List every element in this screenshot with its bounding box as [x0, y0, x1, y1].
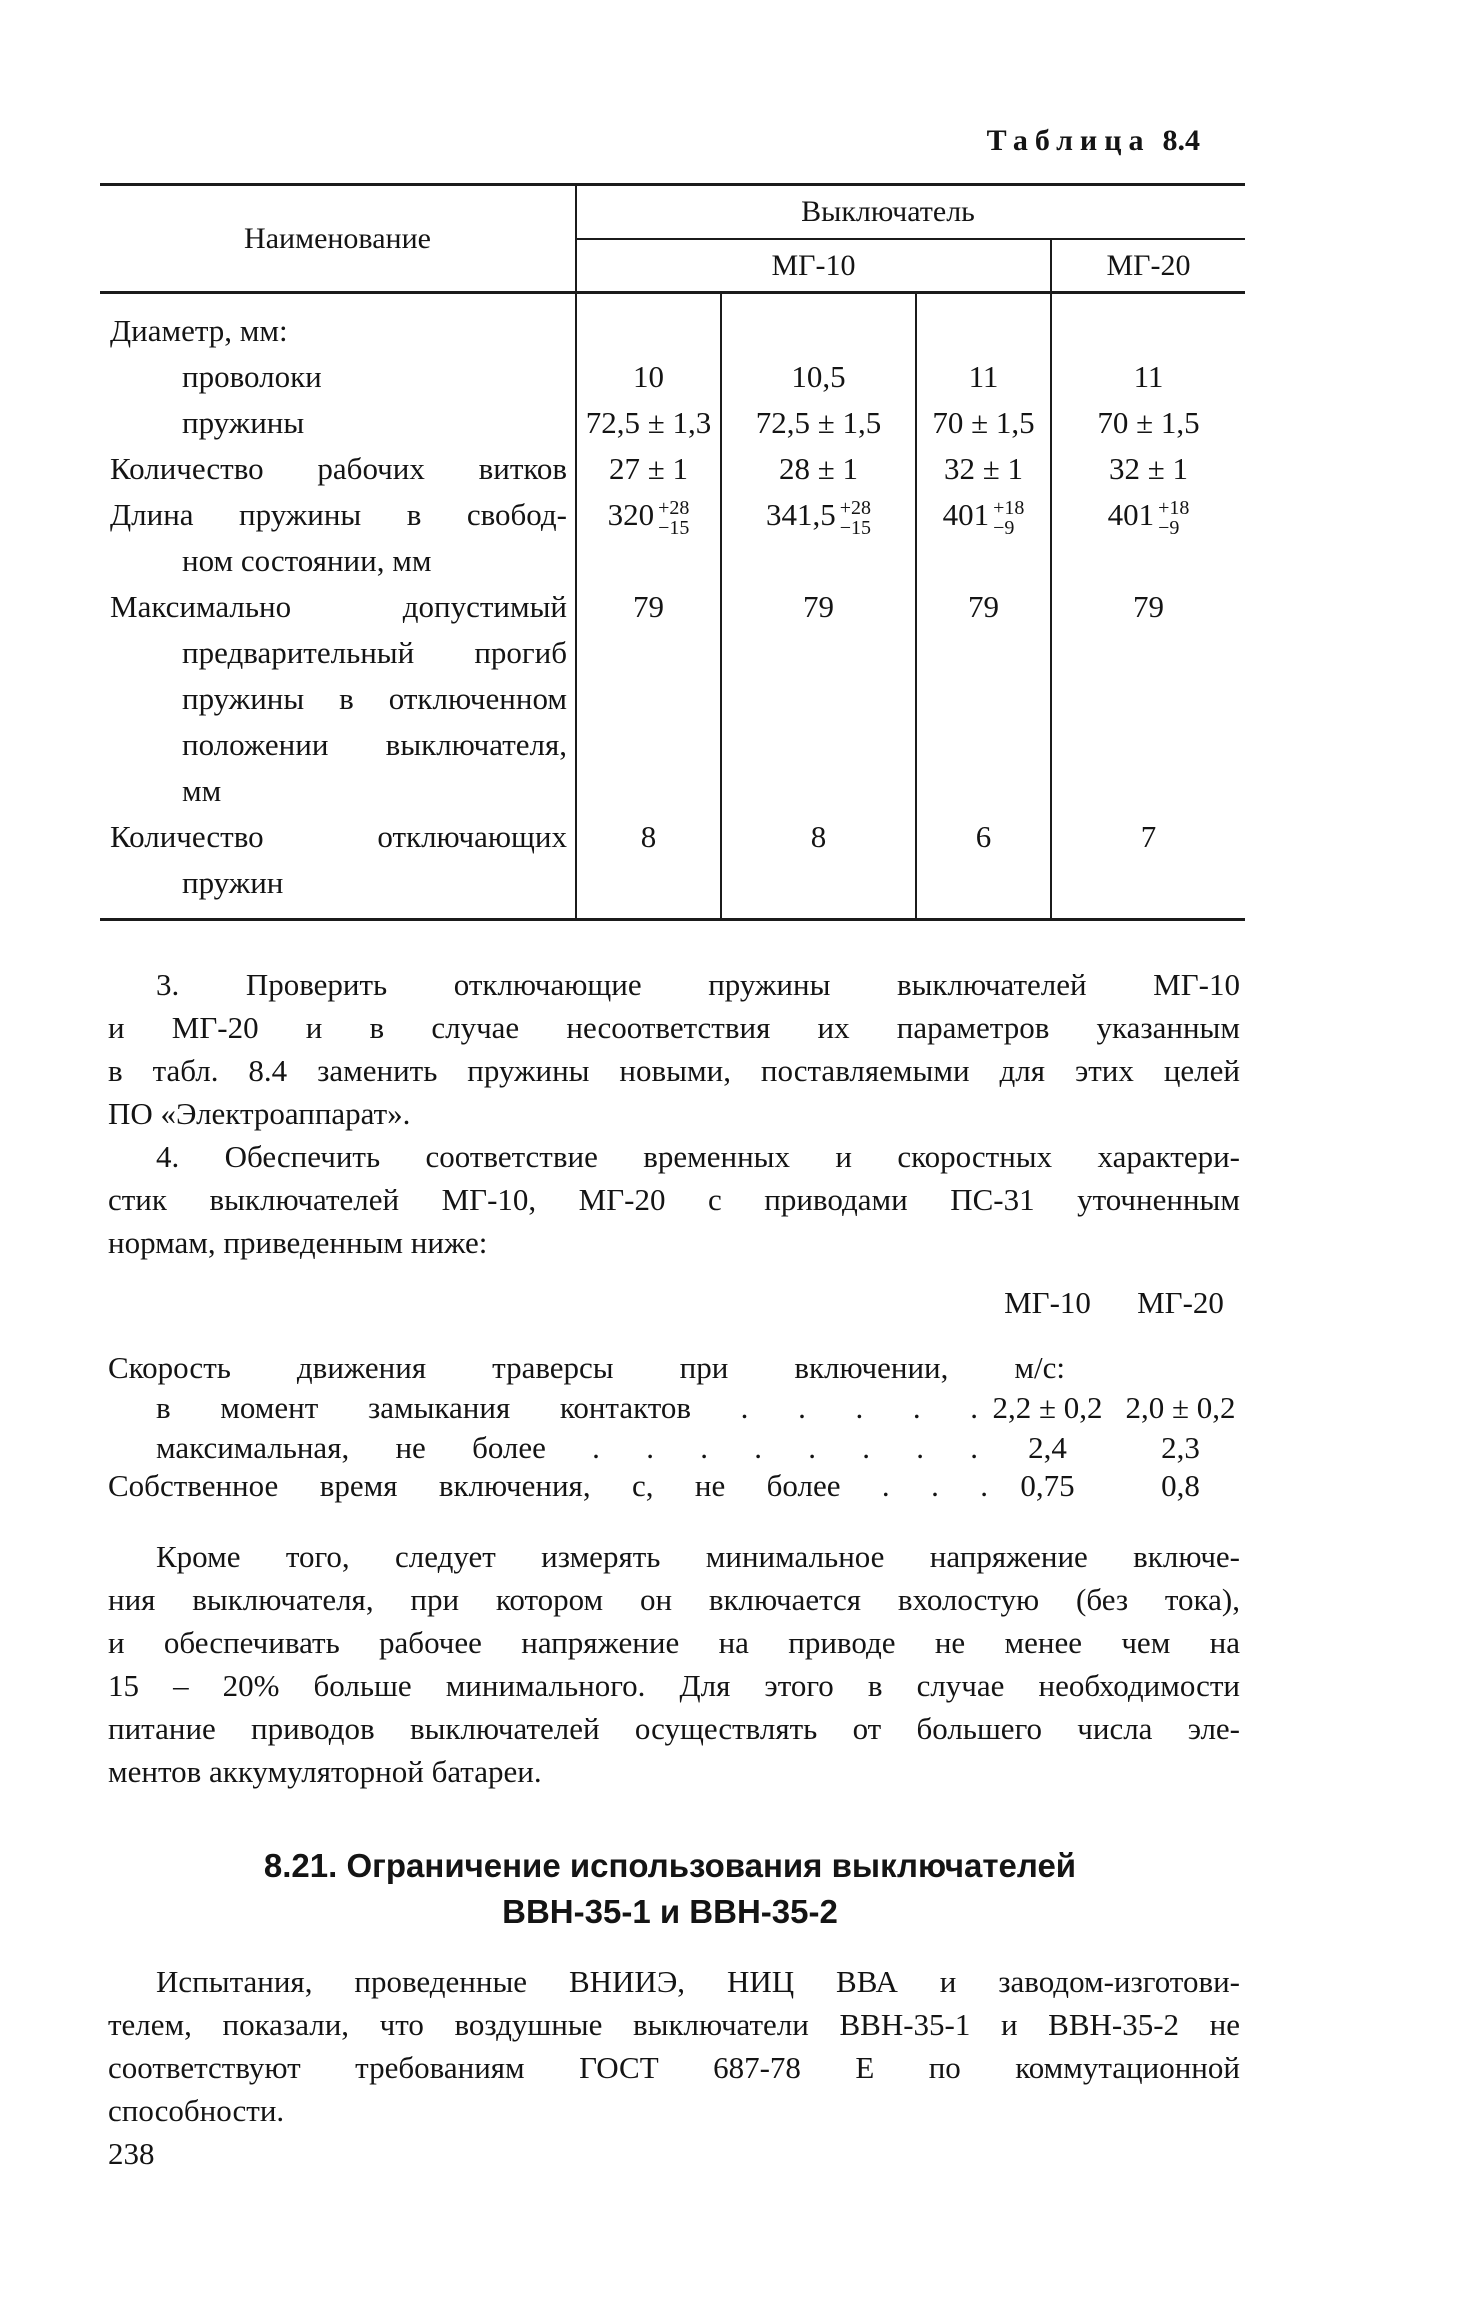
tolerance-base: 320	[607, 497, 655, 532]
table-cell: 8	[720, 814, 915, 918]
table-cell: 72,5 ± 1,3	[575, 400, 720, 446]
section-heading-line2: ВВН-35-1 и ВВН-35-2	[502, 1893, 838, 1930]
tolerance-base: 401	[942, 497, 990, 532]
table-cell	[915, 294, 1050, 354]
table-cell	[1050, 492, 1245, 584]
column-header-mg20: МГ-20	[1050, 240, 1245, 291]
table-cell: 8	[575, 814, 720, 918]
tolerance-upper: +28	[658, 496, 690, 519]
text-line: в табл. 8.4 заменить пружины новыми, поставляемыми для этих целей	[108, 1053, 1240, 1088]
label-line: положении выключателя,	[182, 727, 567, 762]
column-header-mg10: МГ-10	[575, 240, 1050, 291]
table-cell: 32 ± 1	[915, 446, 1050, 492]
table-body	[100, 294, 1245, 918]
label-line: Длина пружины в свобод-	[110, 497, 567, 532]
tolerance-upper: +28	[839, 496, 872, 519]
text-line: ния выключателя, при котором он включается вхолостую (без тока),	[108, 1582, 1240, 1617]
speed-row-label: Собственное время включения, с, не более . . .	[108, 1468, 988, 1503]
speed-column-header-mg20: МГ-20	[1137, 1285, 1224, 1320]
table-cell: 79	[1050, 584, 1245, 814]
row-label	[100, 294, 575, 354]
table-cell: 10	[575, 354, 720, 400]
tolerance-upper: +18	[993, 496, 1025, 519]
tolerance-upper: +18	[1158, 496, 1190, 519]
table-cell: 27 ± 1	[575, 446, 720, 492]
text-line: нормам, приведенным ниже:	[108, 1225, 488, 1260]
label-line: Диаметр, мм:	[110, 313, 288, 348]
speed-value-mg20: 2,3	[1161, 1430, 1200, 1465]
table-cell	[720, 294, 915, 354]
table-cell: 28 ± 1	[720, 446, 915, 492]
column-header-name: Наименование	[244, 221, 431, 255]
speed-value-mg10: 0,75	[1020, 1468, 1075, 1503]
table-cell: 32 ± 1	[1050, 446, 1245, 492]
label-line: Количество рабочих витков	[110, 451, 567, 486]
text-line: 4. Обеспечить соответствие временных и скоростных характери-	[156, 1139, 1240, 1174]
speed-value-mg10: 2,2 ± 0,2	[992, 1390, 1103, 1425]
label-line: пружин	[182, 865, 284, 900]
table-cell: 11	[915, 354, 1050, 400]
table-cell: 11	[1050, 354, 1245, 400]
paragraph-4	[108, 1135, 1240, 1264]
table-cell: 10,5	[720, 354, 915, 400]
text-line: ментов аккумуляторной батареи.	[108, 1754, 542, 1789]
data-table	[100, 183, 1245, 921]
table-cell: 6	[915, 814, 1050, 918]
table-cell: 72,5 ± 1,5	[720, 400, 915, 446]
speed-row-label: в момент замыкания контактов . . . . .	[156, 1390, 978, 1425]
text-line: и обеспечивать рабочее напряжение на приводе не менее чем на	[108, 1625, 1240, 1660]
text-line: питание приводов выключателей осуществлять от большего числа эле-	[108, 1711, 1240, 1746]
label-line: проволоки	[182, 359, 322, 394]
label-line: ном состоянии, мм	[182, 543, 432, 578]
table-cell: 79	[720, 584, 915, 814]
label-line: Максимально допустимый	[110, 589, 567, 624]
table-cell	[720, 492, 915, 584]
tolerance-lower: −9	[1158, 516, 1180, 539]
section-heading-line1: 8.21. Ограничение использования выключателей	[263, 1847, 1077, 1884]
row-label	[100, 446, 575, 492]
text-line: 3. Проверить отключающие пружины выключателей МГ-10	[156, 967, 1240, 1002]
speed-value-mg20: 2,0 ± 0,2	[1125, 1390, 1236, 1425]
table-cell: 70 ± 1,5	[1050, 400, 1245, 446]
text-line: соответствуют требованиям ГОСТ 687-78 Е по коммутационной	[108, 2050, 1240, 2085]
row-label	[100, 492, 575, 584]
tolerance-lower: −15	[839, 516, 872, 539]
speed-value-mg20: 0,8	[1161, 1468, 1200, 1503]
text-line: 15 – 20% больше минимального. Для этого в случае необходимости	[108, 1668, 1240, 1703]
row-label	[100, 400, 575, 446]
label-line: пружины	[182, 405, 305, 440]
label-line: пружины в отключенном	[182, 681, 567, 716]
table-caption	[987, 124, 1200, 158]
speed-row-label: Скорость движения траверсы при включении, м/с:	[108, 1350, 1065, 1385]
table-header	[100, 186, 1245, 294]
text-line: и МГ-20 и в случае несоответствия их параметров указанным	[108, 1010, 1240, 1045]
paragraph-3	[108, 963, 1240, 1135]
label-line: предварительный прогиб	[182, 635, 567, 670]
table-cell	[1050, 294, 1245, 354]
section-heading	[100, 1843, 1240, 1935]
tolerance-lower: −15	[658, 516, 690, 539]
page-number: 238	[108, 2136, 155, 2171]
text-line: стик выключателей МГ-10, МГ-20 с приводами ПС-31 уточненным	[108, 1182, 1240, 1217]
label-line: Количество отключающих	[110, 819, 567, 854]
text-line: Кроме того, следует измерять минимальное напряжение включе-	[156, 1539, 1240, 1574]
table-caption-word: Таблица	[986, 124, 1151, 157]
row-label	[100, 584, 575, 814]
column-group-header: Выключатель	[575, 186, 1245, 240]
table-cell: 79	[915, 584, 1050, 814]
speed-column-header-mg10: МГ-10	[1004, 1285, 1091, 1320]
row-label	[100, 354, 575, 400]
speed-value-mg10: 2,4	[1028, 1430, 1067, 1465]
table-cell	[575, 492, 720, 584]
table-cell	[915, 492, 1050, 584]
text-line: ПО «Электроаппарат».	[108, 1096, 411, 1131]
table-cell: 79	[575, 584, 720, 814]
paragraph-5	[108, 1535, 1240, 1793]
table-cell: 7	[1050, 814, 1245, 918]
text-line: Испытания, проведенные ВНИИЭ, НИЦ ВВА и заводом-изготови-	[156, 1964, 1240, 1999]
table-cell: 70 ± 1,5	[915, 400, 1050, 446]
row-label	[100, 814, 575, 918]
tolerance-lower: −9	[993, 516, 1015, 539]
tolerance-base: 341,5	[765, 497, 836, 532]
tolerance-base: 401	[1107, 497, 1155, 532]
speed-row-label: максимальная, не более . . . . . . . .	[156, 1430, 978, 1465]
paragraph-6	[108, 1960, 1240, 2132]
text-line: телем, показали, что воздушные выключатели ВВН-35-1 и ВВН-35-2 не	[108, 2007, 1240, 2042]
text-line: способности.	[108, 2093, 285, 2128]
table-caption-number: 8.4	[1162, 124, 1200, 157]
table-cell	[575, 294, 720, 354]
label-line: мм	[182, 773, 222, 808]
